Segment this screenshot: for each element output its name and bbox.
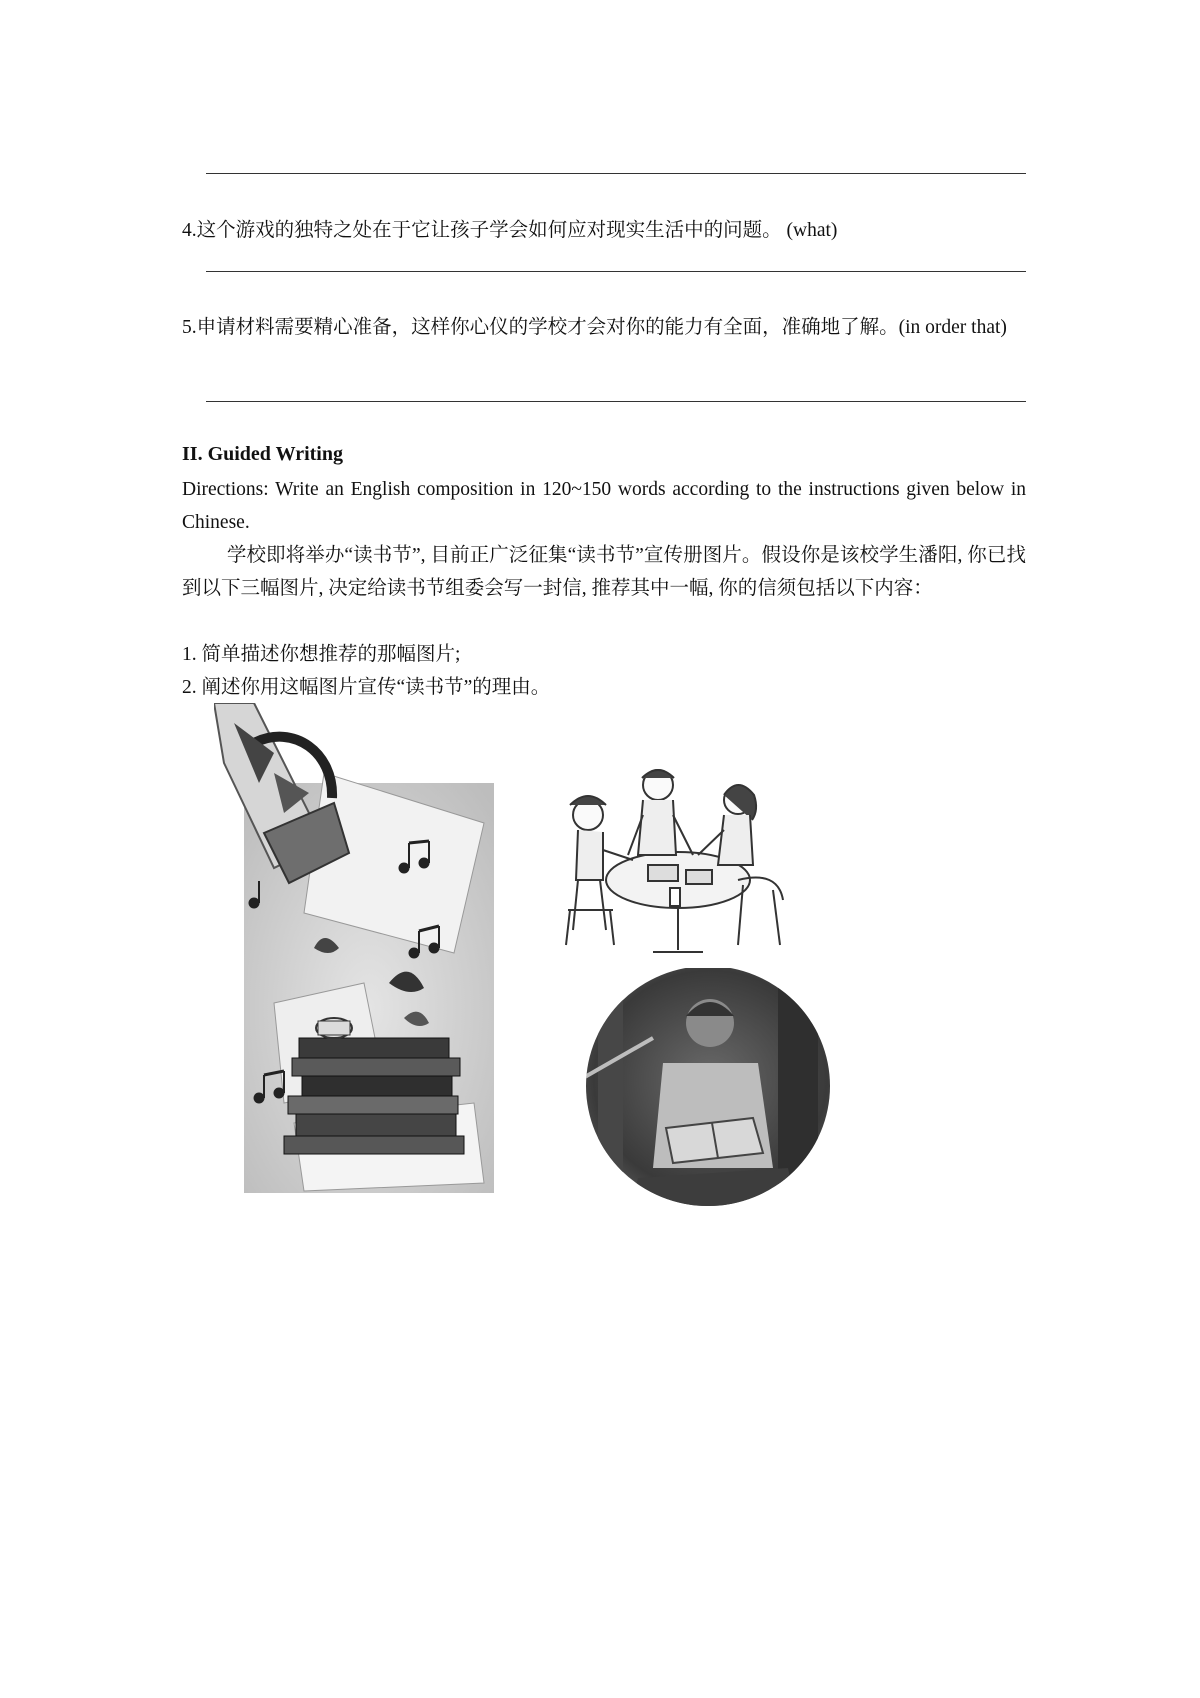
answer-line [206, 271, 1026, 272]
answer-line [206, 401, 1026, 402]
question-4: 4.这个游戏的独特之处在于它让孩子学会如何应对现实生活中的问题。 (what) [182, 220, 838, 241]
prompt-item-2: 2. 阐述你用这幅图片宣传“读书节”的理由。 [182, 677, 551, 698]
books-and-music-picture [214, 703, 494, 1193]
section-heading: II. Guided Writing [182, 443, 343, 465]
answer-line [206, 173, 1026, 174]
writing-prompt: 学校即将举办“读书节”, 目前正广泛征集“读书节”宣传册图片。假设你是该校学生潘阳, 你已找到以下三幅图片, 决定给读书节组委会写一封信, 推荐其中一幅, 你的信须包括以下内容： [182, 545, 1026, 599]
directions-text: Directions: Write an English composition in 120~150 words according to the instructions given below in Chinese. [182, 479, 1026, 533]
prompt-item-1: 1. 简单描述你想推荐的那幅图片; [182, 644, 461, 665]
man-reading-book-picture [578, 968, 843, 1218]
question-5: 5.申请材料需要精心准备，这样你心仪的学校才会对你的能力有全面，准确地了解。(in order that) [182, 317, 1007, 338]
children-reading-at-table-picture [558, 760, 796, 960]
prompt-list [182, 638, 1026, 704]
